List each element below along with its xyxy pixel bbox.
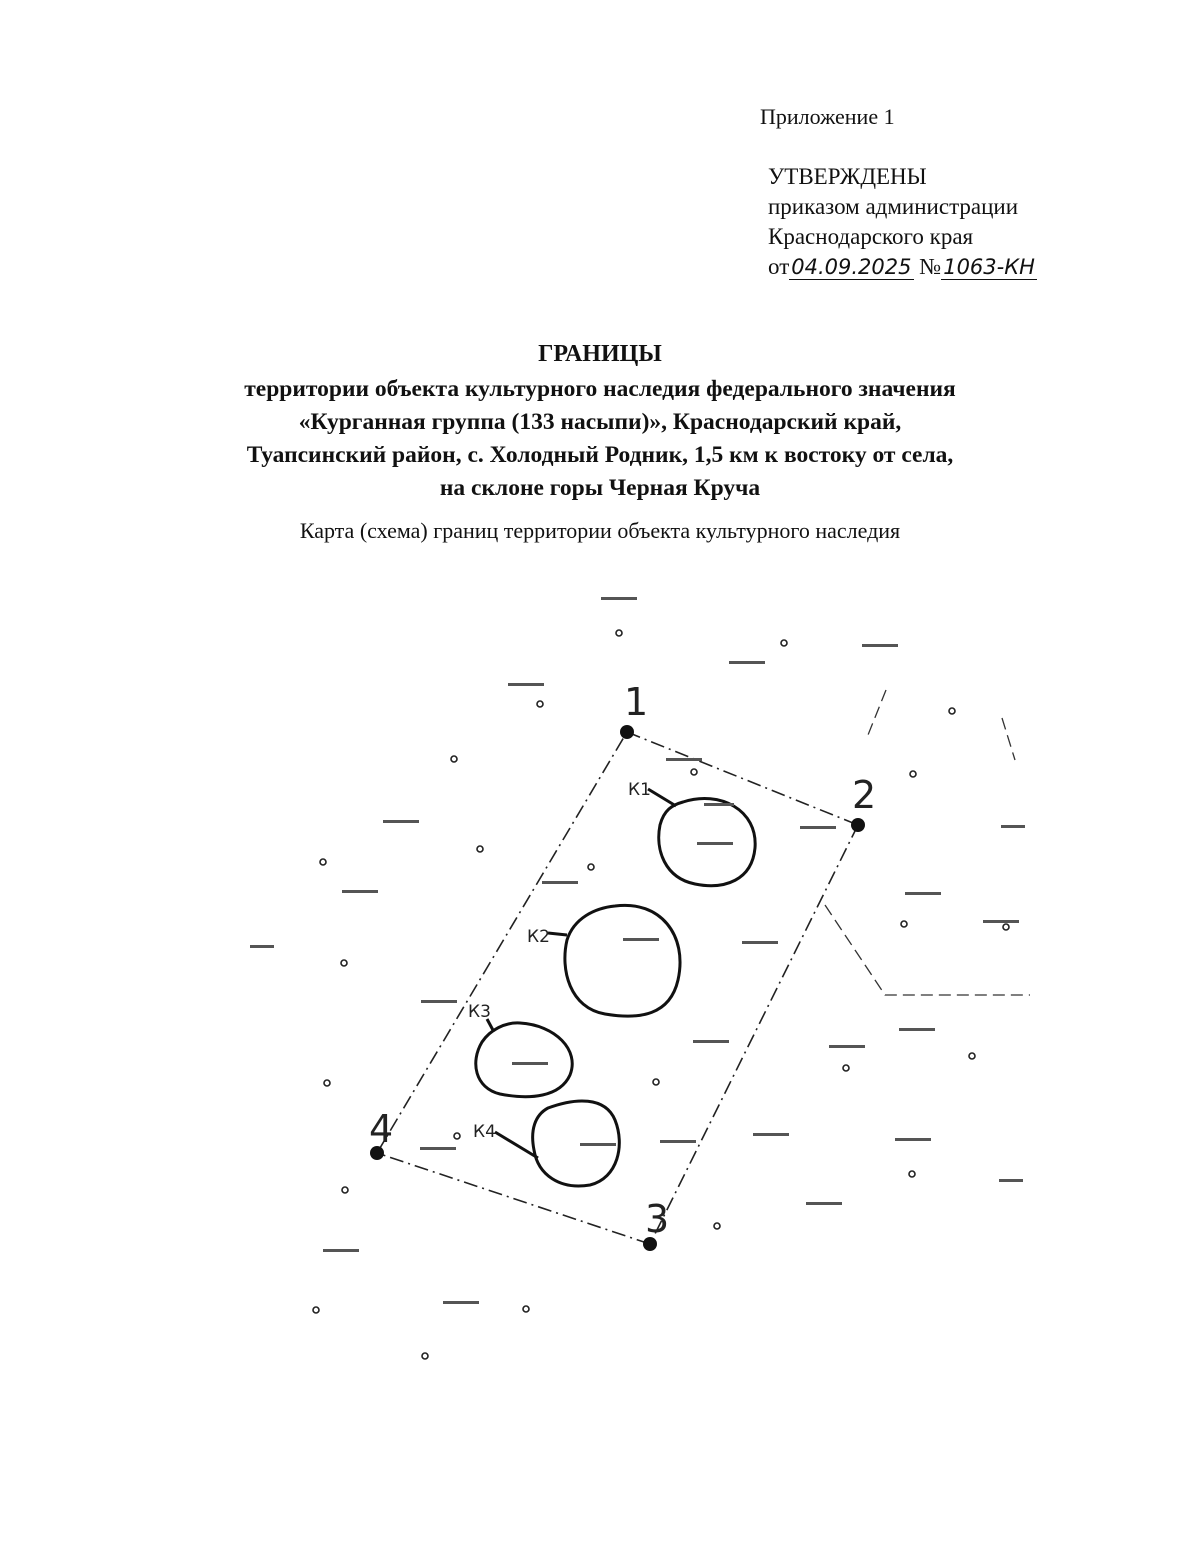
survey-mark [588,864,594,870]
title-line-2: «Курганная группа (133 насыпи)», Краснодарский край, [298,409,902,435]
survey-mark [341,960,347,966]
survey-mark [843,1065,849,1071]
date-prefix: от [768,254,790,279]
mound-k3 [476,1023,572,1097]
mound-label-k2: К2 [527,927,550,947]
approved-by-line-2: Краснодарского края [768,224,974,249]
survey-mark [324,1080,330,1086]
survey-mark [342,1187,348,1193]
elevation-mark [899,1028,935,1031]
elevation-mark [512,1062,548,1065]
mound-label-k1: К1 [628,780,651,800]
survey-mark [969,1053,975,1059]
elevation-mark [383,820,419,823]
elevation-mark [420,1147,456,1150]
boundary-segment-2-3 [650,825,858,1244]
boundary-points [370,725,865,1251]
elevation-mark [729,661,765,664]
terrain-line [1002,718,1015,760]
title-main: ГРАНИЦЫ [538,341,662,367]
boundary-segment-3-4 [377,1153,650,1244]
survey-mark [691,769,697,775]
elevation-mark [983,920,1019,923]
elevation-mark [693,1040,729,1043]
survey-mark [313,1307,319,1313]
elevation-mark [753,1133,789,1136]
elevation-mark [666,758,702,761]
mound-label-k3: К3 [468,1002,491,1022]
survey-mark [451,756,457,762]
point-label-2: 2 [852,773,877,817]
survey-mark [537,701,543,707]
mound-k2-leader [548,933,567,935]
order-number: 1063-КН [943,255,1035,279]
elevation-mark [508,683,544,686]
elevation-mark [862,644,898,647]
elevation-mark [542,881,578,884]
survey-mark [422,1353,428,1359]
elevation-mark [443,1301,479,1304]
elevation-mark [800,826,836,829]
elevation-mark [806,1202,842,1205]
elevation-mark [660,1140,696,1143]
elevation-mark [999,1179,1023,1182]
elevation-mark [697,842,733,845]
elevation-mark [250,945,274,948]
survey-mark [901,921,907,927]
survey-mark [714,1223,720,1229]
order-date: 04.09.2025 [791,255,912,279]
elevation-mark [580,1143,616,1146]
terrain-line [825,905,1030,995]
approved-heading: УТВЕРЖДЕНЫ [768,164,927,189]
title-line-4: на склоне горы Черная Круча [439,475,761,501]
survey-mark [616,630,622,636]
survey-mark [477,846,483,852]
boundary-lines [377,732,858,1244]
terrain-line [866,690,886,740]
title-line-3: Туапсинский район, с. Холодный Родник, 1,5 км к востоку от села, [246,442,954,468]
boundary-segment-4-1 [377,732,627,1153]
title-line-1: территории объекта культурного наследия федерального значения [244,376,956,402]
boundary-point-2 [851,818,865,832]
approved-by-line-1: приказом администрации [768,194,1019,219]
survey-mark [523,1306,529,1312]
elevation-mark [1001,825,1025,828]
terrain-lines [825,690,1030,995]
point-label-3: 3 [645,1197,670,1241]
survey-mark [910,771,916,777]
elevation-mark [342,890,378,893]
elevation-mark [895,1138,931,1141]
map-caption: Карта (схема) границ территории объекта культурного наследия [299,518,901,543]
boundary-point-1 [620,725,634,739]
mound-k2 [565,905,680,1016]
point-label-4: 4 [369,1107,394,1151]
survey-mark [909,1171,915,1177]
survey-mark [320,859,326,865]
elevation-mark [829,1045,865,1048]
point-label-1: 1 [624,680,649,724]
elevation-mark [421,1000,457,1003]
number-prefix: № [919,254,942,279]
elevation-mark [323,1249,359,1252]
elevation-mark [704,803,734,806]
mound-label-k4: К4 [473,1122,496,1142]
elevation-mark [601,597,637,600]
survey-mark [949,708,955,714]
survey-mark [781,640,787,646]
elevation-mark [623,938,659,941]
elevation-mark [742,941,778,944]
elevation-mark [905,892,941,895]
boundary-point-labels [369,680,876,1241]
survey-mark [653,1079,659,1085]
survey-mark [1003,924,1009,930]
survey-mark [454,1133,460,1139]
mounds [476,789,755,1186]
mound-k1-leader [648,789,676,806]
appendix-label: Приложение 1 [760,104,895,129]
